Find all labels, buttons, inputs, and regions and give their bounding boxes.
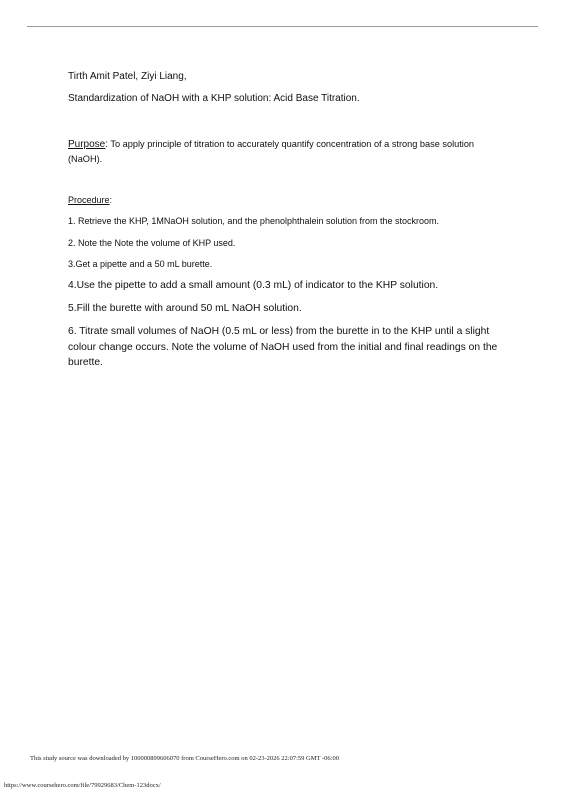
purpose-label: Purpose xyxy=(68,139,106,150)
purpose-separator: : xyxy=(105,139,109,150)
purpose-text: To apply principle of titration to accurately quantify concentration of a strong base solution (NaOH). xyxy=(68,139,475,164)
download-notice: This study source was downloaded by 100000899606070 from CourseHero.com on 02-23-2026 22:07:59 GMT -06:00 xyxy=(30,755,339,762)
top-divider xyxy=(27,26,538,27)
procedure-step-4: 4.Use the pipette to add a small amount (0.3 mL) of indicator to the KHP solution. xyxy=(68,280,439,291)
procedure-step-1: 1. Retrieve the KHP, 1MNaOH solution, and the phenolphthalein solution from the stockroom. xyxy=(68,216,440,226)
procedure-step-3: 3.Get a pipette and a 50 mL burette. xyxy=(68,259,213,269)
procedure-heading xyxy=(68,193,112,207)
procedure-step-2: 2. Note the Note the volume of KHP used. xyxy=(68,238,236,248)
procedure-step-5: 5.Fill the burette with around 50 mL NaOH solution. xyxy=(68,303,302,314)
procedure-separator: : xyxy=(109,195,113,205)
authors: Tirth Amit Patel, Ziyi Liang, xyxy=(68,71,187,82)
document-title: Standardization of NaOH with a KHP solution: Acid Base Titration. xyxy=(68,93,360,104)
source-url[interactable]: https://www.coursehero.com/file/79929683/Chem-123docx/ xyxy=(4,782,161,789)
procedure-step-6: 6. Titrate small volumes of NaOH (0.5 mL or less) from the burette in to the KHP until a slight colour change occurs. Note the volume of NaOH used from the initial and final readings on the burette. xyxy=(68,326,498,368)
procedure-label: Procedure xyxy=(68,195,110,205)
purpose-paragraph xyxy=(68,137,508,166)
